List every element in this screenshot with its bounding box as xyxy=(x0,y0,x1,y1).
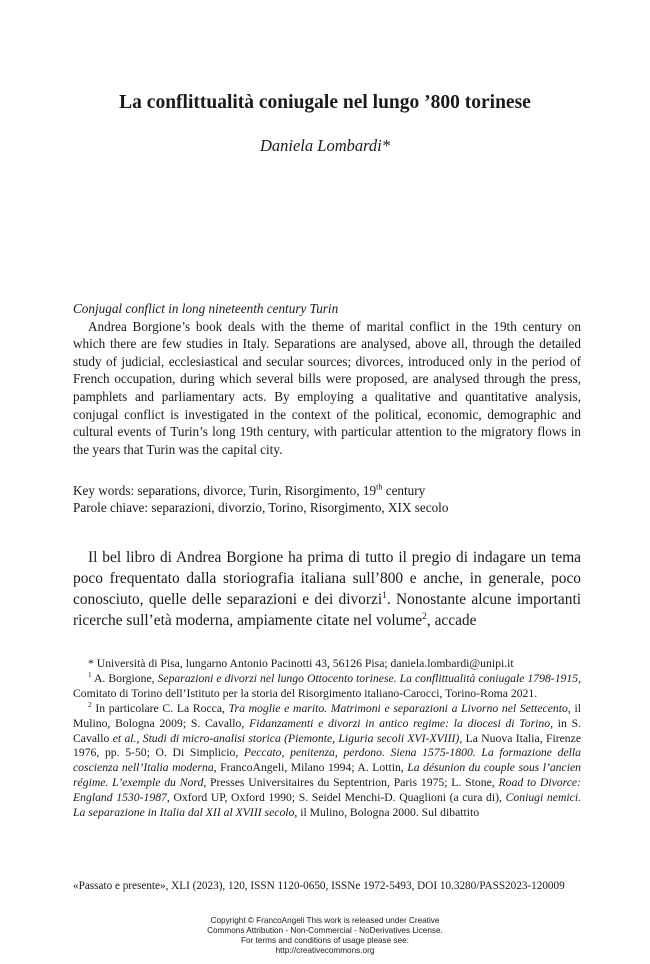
article-title: La conflittualità coniugale nel lungo ’800 torinese xyxy=(119,92,531,113)
footnote-ref-2[interactable]: 2 xyxy=(422,610,427,622)
footnote-ref-1[interactable]: 1 xyxy=(382,589,387,601)
keywords-it: Parole chiave: separazioni, divorzio, Torino, Risorgimento, XIX secolo xyxy=(73,499,449,515)
footnote-star: * Università di Pisa, lungarno Antonio Pacinotti 43, 56126 Pisa; daniela.lombardi@unipi.it xyxy=(88,657,514,670)
abstract-heading: Conjugal conflict in long nineteenth century Turin xyxy=(73,301,339,316)
footnote-1: $^1$ A. Borgione, Separazioni e divorzi nel lungo Ottocento torinese. La conflittualità coniugale 1798-1915, Comitato di Torino dell’Istituto per la storia del Risorgimento italiano-Carocci, Torino-Roma 2021. xyxy=(73,671,581,700)
keywords xyxy=(73,483,581,516)
license-notice xyxy=(0,916,650,956)
body-text xyxy=(73,547,581,631)
author-name: Daniela Lombardi* xyxy=(259,136,391,155)
abstract-text: Andrea Borgione’s book deals with the theme of marital conflict in the 19th century on which there are few studies in Italy. Separations are analysed, above all, through the detailed study of judicial, ecclesiastical and secular sources; divorces, introduced only in the period of French occupation, during which several bills were proposed, are analysed through the press, pamphlets and parliamentary acts. By employing a qualitative and quantitative analysis, conjugal conflict is investigated in the context of the political, economic, demographic and cultural events of Turin’s long 19th century, with particular attention to the migratory flows in the years that Turin was the capital city. xyxy=(73,318,581,457)
body-paragraph: Il bel libro di Andrea Borgione ha prima di tutto il pregio di indagare un tema poco frequentato dalla storiografia italiana sull’800 e anche, in generale, poco conosciuto, quelle delle separazioni e dei divorzi$^1$. Nonostante alcune importanti ricerche sull’età moderna, ampiamente citate nel volume$^2$, accade xyxy=(73,549,581,629)
license-link[interactable]: http://creativecommons.org xyxy=(275,946,375,955)
keywords-en: Key words: separations, divorce, Turin, Risorgimento, 19th century xyxy=(73,482,426,498)
journal-citation: «Passato e presente», XLI (2023), 120, ISSN 1120-0650, ISSNe 1972-5493, DOI 10.3280/PASS2023-120009 xyxy=(73,880,565,892)
footnote-2: $^2$ In particolare C. La Rocca, Tra moglie e marito. Matrimoni e separazioni a Livorno nel Settecento, il Mulino, Bologna 2009; S. Cavallo, Fidanzamenti e divorzi in antico regime: la diocesi di Torino, in S. Cavallo et al., Studi di micro-analisi storica (Piemonte, Liguria secoli XVI-XVIII), La Nuova Italia, Firenze 1976, pp. 5-50; O. Di Simplicio, Peccato, penitenza, perdono. Siena 1575-1800. La formazione della coscienza nell’Italia moderna, FrancoAngeli, Milano 1994; A. Lottin, La désunion du couple sous l’ancien régime. L’exemple du Nord, Presses Universitaires du Septentrion, Paris 1975; L. Stone, Road to Divorce: England 1530-1987, Oxford UP, Oxford 1990; S. Seidel Menchi-D. Quaglioni (a cura di), Coniugi nemici. La separazione in Italia dal XII al XVIII secolo, il Mulino, Bologna 2000. Sul dibattito xyxy=(73,700,582,820)
abstract xyxy=(73,300,581,458)
license-line: For terms and conditions of usage please see: xyxy=(241,936,409,945)
footnotes xyxy=(73,657,581,821)
license-line: Copyright © FrancoAngeli This work is released under Creative xyxy=(210,916,440,925)
license-line: Commons Attribution - Non-Commercial - NoDerivatives License. xyxy=(207,926,443,935)
